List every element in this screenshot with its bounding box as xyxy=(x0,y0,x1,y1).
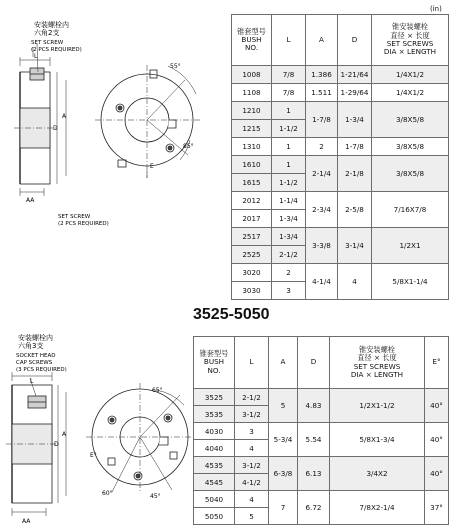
d-value: 1-21/64 xyxy=(338,66,372,84)
d-value: 6.13 xyxy=(298,457,330,491)
screw-value: 1/2X1-1/2 xyxy=(330,389,425,423)
l-value: 3-1/2 xyxy=(235,457,269,474)
top-screw-note-en-2: (2 PCS REQUIRED) xyxy=(31,47,82,53)
bottom-label-a: A xyxy=(62,431,67,438)
screw-value: 7/8X2-1/4 xyxy=(330,491,425,525)
bottom-screw-note-cn-1: 安装螺栓内 xyxy=(18,334,53,342)
table-row xyxy=(232,102,449,120)
top-label-angle2: 85° xyxy=(183,143,194,150)
header-bush-cn: 锥套型号 xyxy=(199,349,229,359)
header-bush-no xyxy=(194,337,235,389)
top-label-d: D xyxy=(53,125,58,132)
l-value: 7/8 xyxy=(272,84,306,102)
unit-label: (in) xyxy=(430,5,442,13)
bush-no: 4535 xyxy=(194,457,235,474)
bush-no: 2517 xyxy=(232,228,272,246)
table-row xyxy=(194,423,449,440)
bottom-screw-note-en-1: SOCKET HEAD xyxy=(16,353,56,359)
screw-value: 3/4X2 xyxy=(330,457,425,491)
header-screws-cn-1: 锥安装螺栓 xyxy=(392,22,428,32)
l-value: 3 xyxy=(235,423,269,440)
d-value: 3-1/4 xyxy=(338,228,372,264)
table-row xyxy=(194,389,449,406)
bottom-label-e: E° xyxy=(90,452,97,459)
top-screw-note2-en-2: (2 PCS REQUIRED) xyxy=(58,221,109,227)
header-bush-en-1: BUSH xyxy=(203,357,225,367)
header-e: E° xyxy=(425,337,449,389)
d-value: 5.54 xyxy=(298,423,330,457)
l-value: 1-1/2 xyxy=(272,174,306,192)
d-value: 4.83 xyxy=(298,389,330,423)
bush-no: 1310 xyxy=(232,138,272,156)
bush-no: 5040 xyxy=(194,491,235,508)
bottom-front-view xyxy=(86,383,196,493)
top-label-angle1: 55° xyxy=(170,63,181,70)
table-row xyxy=(232,138,449,156)
bush-no: 2017 xyxy=(232,210,272,228)
top-label-e: E xyxy=(150,163,154,170)
bottom-screw-note-en-3: (3 PCS REQUIRED) xyxy=(16,367,67,373)
l-value: 1 xyxy=(272,156,306,174)
a-value: 5-3/4 xyxy=(269,423,298,457)
d-value: 4 xyxy=(338,264,372,300)
table-row xyxy=(232,192,449,210)
table-row xyxy=(232,156,449,174)
series-heading: 3525-5050 xyxy=(193,306,270,323)
header-bush-en-2: NO. xyxy=(207,365,221,375)
top-screw-note-cn-1: 安装螺栓内 xyxy=(34,21,69,29)
top-label-a: A xyxy=(62,113,67,120)
header-bush-cn: 锥套型号 xyxy=(237,26,266,36)
screw-value: 1/4X1/2 xyxy=(372,84,449,102)
a-value: 1.386 xyxy=(306,66,338,84)
table-row xyxy=(232,66,449,84)
d-value: 6.72 xyxy=(298,491,330,525)
bush-no: 1215 xyxy=(232,120,272,138)
top-front-view xyxy=(95,65,200,178)
header-a: A xyxy=(269,337,298,389)
bush-no: 1008 xyxy=(232,66,272,84)
bush-no: 4545 xyxy=(194,474,235,491)
top-screw-note2-en-1: SET SCREW xyxy=(58,214,91,220)
a-value: 5 xyxy=(269,389,298,423)
header-bush-en-1: BUSH xyxy=(241,34,262,44)
a-value: 1-7/8 xyxy=(306,102,338,138)
e-value: 40° xyxy=(425,423,449,457)
d-value: 1-7/8 xyxy=(338,138,372,156)
l-value: 2 xyxy=(272,264,306,282)
l-value: 3 xyxy=(272,282,306,300)
screw-value: 3/8X5/8 xyxy=(372,102,449,138)
screw-value: 3/8X5/8 xyxy=(372,138,449,156)
table-row xyxy=(232,84,449,102)
l-value: 1-3/4 xyxy=(272,228,306,246)
bush-no: 3535 xyxy=(194,406,235,423)
header-bush-en-2: NO. xyxy=(244,43,259,53)
screw-value: 7/16X7/8 xyxy=(372,192,449,228)
l-value: 1-1/4 xyxy=(272,192,306,210)
header-screws-cn-2: 直径 × 长度 xyxy=(357,353,397,363)
l-value: 4 xyxy=(235,440,269,457)
top-screw-note-cn-2: 六角2支 xyxy=(34,29,60,37)
bush-no: 3020 xyxy=(232,264,272,282)
bottom-label-aa: AA xyxy=(22,518,31,525)
header-screws-en-1: SET SCREWS xyxy=(353,361,401,371)
bush-no: 4030 xyxy=(194,423,235,440)
bush-no: 3030 xyxy=(232,282,272,300)
a-value: 6-3/8 xyxy=(269,457,298,491)
a-value: 3-3/8 xyxy=(306,228,338,264)
l-value: 2-1/2 xyxy=(272,246,306,264)
bush-no: 1210 xyxy=(232,102,272,120)
l-value: 1 xyxy=(272,138,306,156)
bottom-label-d: D xyxy=(54,441,59,448)
table-row xyxy=(194,491,449,508)
table-row xyxy=(232,264,449,282)
bush-table-3525-5050 xyxy=(193,336,449,525)
header-l: L xyxy=(235,337,269,389)
screw-value: 3/8X5/8 xyxy=(372,156,449,192)
table-row xyxy=(194,457,449,474)
bush-no: 4040 xyxy=(194,440,235,457)
screw-value: 1/2X1 xyxy=(372,228,449,264)
a-value: 4-1/4 xyxy=(306,264,338,300)
a-value: 2-1/4 xyxy=(306,156,338,192)
bush-no: 3525 xyxy=(194,389,235,406)
l-value: 1 xyxy=(272,102,306,120)
d-value: 1-29/64 xyxy=(338,84,372,102)
bush-no: 2012 xyxy=(232,192,272,210)
bush-no: 1615 xyxy=(232,174,272,192)
bottom-label-angle3: 45° xyxy=(150,493,161,500)
bottom-label-angle2: 60° xyxy=(102,490,113,497)
a-value: 1.511 xyxy=(306,84,338,102)
header-d: D xyxy=(298,337,330,389)
bottom-label-l: L xyxy=(30,378,34,385)
header-screws-en-2: DIA × LENGTH xyxy=(350,369,404,379)
l-value: 5 xyxy=(235,508,269,525)
l-value: 2-1/2 xyxy=(235,389,269,406)
screw-value: 1/4X1/2 xyxy=(372,66,449,84)
l-value: 1-1/2 xyxy=(272,120,306,138)
top-screw-note-en-1: SET SCREW xyxy=(31,40,64,46)
a-value: 2 xyxy=(306,138,338,156)
l-value: 1-3/4 xyxy=(272,210,306,228)
top-label-l: L xyxy=(34,53,38,60)
d-value: 2-5/8 xyxy=(338,192,372,228)
header-d: D xyxy=(338,15,372,66)
e-value: 40° xyxy=(425,389,449,423)
l-value: 4-1/2 xyxy=(235,474,269,491)
bottom-screw-note-cn-2: 六角3支 xyxy=(18,342,44,350)
top-label-aa: AA xyxy=(26,197,35,204)
header-screws xyxy=(330,337,425,389)
header-screws-en-1: SET SCREWS xyxy=(386,39,434,48)
bottom-label-angle1: 65° xyxy=(152,387,163,394)
e-value: 37° xyxy=(425,491,449,525)
screw-value: 5/8X1-3/4 xyxy=(330,423,425,457)
header-screws-cn-2: 直径 × 长度 xyxy=(390,30,430,40)
bottom-screw-note-en-2: CAP SCREWS xyxy=(16,360,53,366)
d-value: 2-1/8 xyxy=(338,156,372,192)
header-screws-en-2: DIA × LENGTH xyxy=(383,47,437,57)
top-side-view xyxy=(14,44,66,196)
a-value: 2-3/4 xyxy=(306,192,338,228)
bush-no: 5050 xyxy=(194,508,235,525)
header-screws xyxy=(372,15,449,66)
d-value: 1-3/4 xyxy=(338,102,372,138)
l-value: 3-1/2 xyxy=(235,406,269,423)
bush-no: 1610 xyxy=(232,156,272,174)
header-l: L xyxy=(272,15,306,66)
screw-value: 5/8X1-1/4 xyxy=(372,264,449,300)
bush-table-1008-3030 xyxy=(231,14,449,300)
a-value: 7 xyxy=(269,491,298,525)
table-row xyxy=(232,228,449,246)
bush-no: 1108 xyxy=(232,84,272,102)
l-value: 7/8 xyxy=(272,66,306,84)
l-value: 4 xyxy=(235,491,269,508)
header-screws-cn-1: 锥安装螺栓 xyxy=(359,344,395,354)
header-bush-no xyxy=(232,15,272,66)
header-a: A xyxy=(306,15,338,66)
bush-no: 2525 xyxy=(232,246,272,264)
e-value: 40° xyxy=(425,457,449,491)
